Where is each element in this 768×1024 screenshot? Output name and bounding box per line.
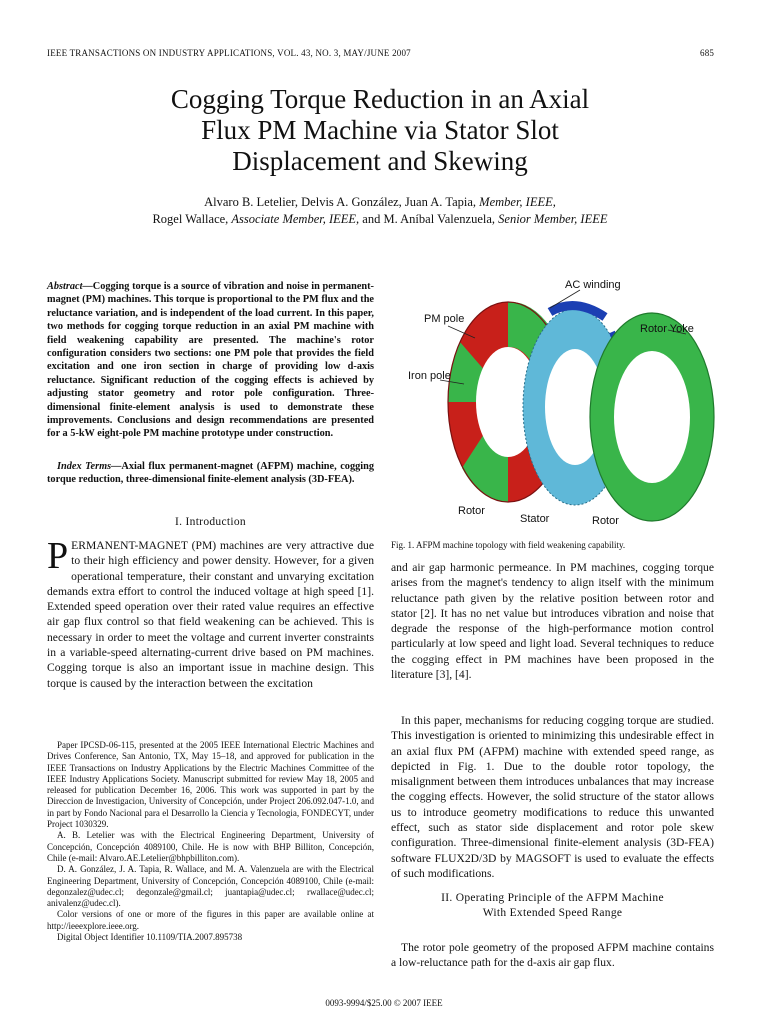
section2-heading-line-1: II. Operating Principle of the AFPM Machine (441, 892, 664, 904)
authors-role-1: Member, IEEE, (479, 195, 556, 209)
label-rotor-right: Rotor (592, 515, 619, 527)
authors-names-2a: Rogel Wallace, (152, 212, 229, 226)
figure-caption: Fig. 1. AFPM machine topology with field weakening capability. (391, 540, 626, 550)
section-heading-operating-principle (391, 891, 714, 921)
index-terms (47, 460, 374, 487)
intro-text: (PM) machines are very attractive due to their high efficiency and power density. However, for a given operational temperature, their constant and unvarying excitation demands extra effort to control the induced voltage at high speed [1]. Extended speed operation over their rated value requires an effective air gap flux control so that field weakening can be achieved. This is necessary in order to meet the voltage and current inverter constraints in a variable-speed alternating-current drive based on PM machines. Cogging torque is also an important issue in machine design. This torque is caused by the interaction between the excitation (47, 539, 374, 690)
copyright-footer: 0093-9994/$25.00 © 2007 IEEE (325, 998, 443, 1008)
label-iron-pole: Iron pole (408, 370, 451, 382)
paper-title (80, 84, 680, 177)
index-terms-text: Axial flux permanent-magnet (AFPM) machine, cogging torque reduction, three-dimensional finite-element analysis (3D-FEA). (47, 461, 374, 486)
title-line-1: Cogging Torque Reduction in an Axial (170, 84, 590, 114)
authors-role-2b: Senior Member, IEEE (498, 212, 608, 226)
section2-heading-line-2: With Extended Speed Range (482, 907, 623, 919)
title-line-2: Flux PM Machine via Stator Slot (201, 115, 559, 145)
figure-afpm-topology (400, 272, 730, 534)
footnote (47, 740, 374, 943)
footnote-p2: A. B. Letelier was with the Electrical Engineering Department, University of Concepción, Concepción 4089100, Chile. He is now with BHP Billiton, Concepción, Chile (e-mail: Alvaro.AE.Letelier@bhpbilliton.com). (47, 830, 374, 863)
authors-names-1: Alvaro B. Letelier, Delvis A. González, Juan A. Tapia, (204, 195, 477, 209)
right-column-para-1: and air gap harmonic permeance. In PM machines, cogging torque arises from the magnet's tendency to align itself with the minimum reluctance path given by the relative position between rotor and stator [2]. It has no net value but introduces vibration and noise that degrade the response of the high-performance motion control particularly at low speed and light load. Several techniques to reduce the cogging effect in PM machines have been proposed in the literature [3], [4]. (391, 561, 714, 682)
abstract (47, 280, 374, 441)
right-column-para-3: The rotor pole geometry of the proposed AFPM machine contains a low-reluctance path for the d-axis air gap flux. (391, 941, 714, 970)
authors-names-2b: and M. Aníbal Valenzuela, (362, 212, 496, 226)
intro-paragraph (47, 535, 374, 691)
page-number: 685 (700, 48, 715, 58)
footnote-p3: D. A. González, J. A. Tapia, R. Wallace, and M. A. Valenzuela are with the Electrical Engineering Department, University of Concepción, Concepción 4089100, Chile (e-mail: degonzalez@udec.cl; degonzale@gmail.cl; juantapia@udec.cl; rwallace@udec.cl; anivalenz@udec.cl). (47, 864, 374, 909)
section-heading-introduction: I. Introduction (175, 516, 246, 528)
author-list (60, 194, 700, 228)
journal-header: IEEE TRANSACTIONS ON INDUSTRY APPLICATIONS, VOL. 43, NO. 3, MAY/JUNE 2007 (47, 48, 411, 58)
label-pm-pole: PM pole (424, 313, 465, 325)
title-line-3: Displacement and Skewing (232, 146, 528, 176)
abstract-label: Abstract— (47, 281, 93, 292)
index-terms-label: Index Terms— (57, 461, 122, 472)
label-rotor-yoke: Rotor Yoke (640, 323, 694, 335)
label-ac-winding: AC winding (565, 279, 621, 291)
right-rotor-disk (590, 313, 714, 521)
drop-cap: P (47, 535, 69, 577)
label-rotor-left: Rotor (458, 505, 485, 517)
footnote-p1: Paper IPCSD-06-115, presented at the 2005 IEEE International Electric Machines and Drives Conference, San Antonio, TX, May 15–18, and approved for publication in the IEEE Transactions on Industry Applications by the Electric Machines Committee of the IEEE Industry Applications Society. Manuscript submitted for review May 18, 2005 and released for publication December 16, 2006. This work was supported in part by the Direccion de Investigacion, University of Concepción, under Project 206.092.047-1.0, and in part by Fondo Nacional para el Desarrollo la Ciencia y Tecnologia, FONDECYT, under Project 1030329. (47, 740, 374, 830)
abstract-text: Cogging torque is a source of vibration and noise in permanent-magnet (PM) machines. This torque is proportional to the PM flux and the reluctance variation, and is independent of the load current. In this paper, two methods for cogging torque reduction in an axial PM machine with field weakening capability are presented. The machine's rotor configuration considers two sections: one PM pole that provides the field excitation and one iron section in charge of providing low d-axis reluctance. Significant reduction of the cogging effects is achieved by adjusting stator geometry and rotor pole configuration. Three-dimensional finite-element analysis is used to demonstrate these improvements. Conclusions and design recommendations are presented for a 5-kW eight-pole PM machine prototype under construction. (47, 281, 374, 440)
label-stator: Stator (520, 513, 550, 525)
right-column-para-2: In this paper, mechanisms for reducing cogging torque are studied. This investigation is oriented to minimizing this undesirable effect in an axial flux PM (AFPM) machine with extended speed range, as depicted in Fig. 1. Due to the double rotor topology, the misalignment between them introduces unbalances that may increase the cogging effects. However, the solid structure of the stator allows us to introduce geometry modifications to reduce this unwanted effect, such as stator side displacement and rotor pole skew configuration. Three-dimensional finite-element analysis (3D-FEA) software FLUX2D/3D by MAGSOFT is used to evaluate the effects of such modifications. (391, 714, 714, 880)
intro-lead: ERMANENT-MAGNET (71, 539, 188, 552)
footnote-p5: Digital Object Identifier 10.1109/TIA.2007.895738 (57, 932, 243, 943)
footnote-p4: Color versions of one or more of the figures in this paper are available online at http://ieeexplore.ieee.org. (47, 909, 374, 931)
authors-role-2a: Associate Member, IEEE, (231, 212, 360, 226)
